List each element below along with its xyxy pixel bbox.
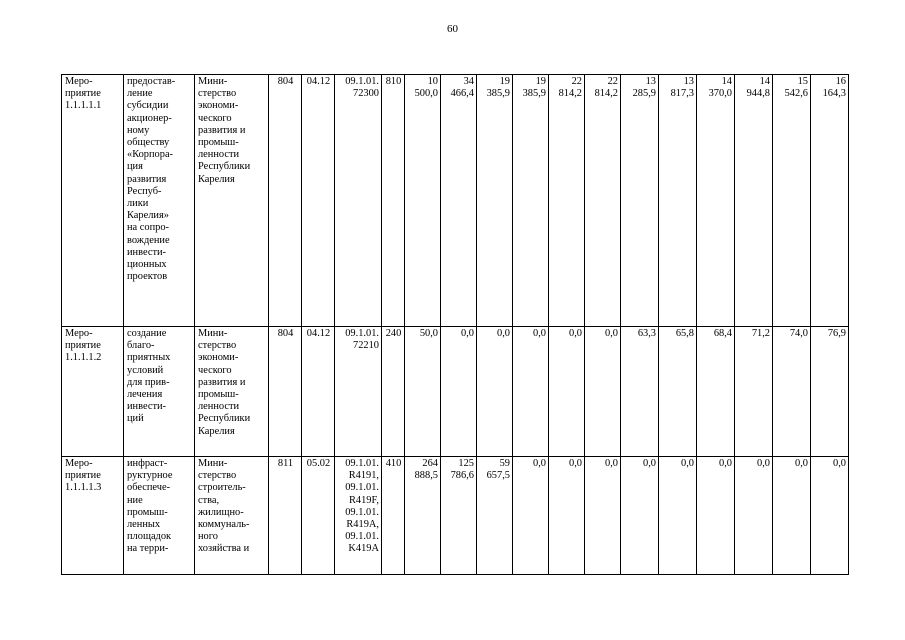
amount-cell <box>585 327 621 457</box>
amount-cell-line: 0,0 <box>461 328 474 339</box>
description-cell-line: промыш- <box>127 506 168 518</box>
amount-cell <box>697 457 735 575</box>
description-cell <box>124 327 195 457</box>
amount-cell-line: 542,6 <box>784 88 808 100</box>
description-cell-line: инфраст- <box>127 458 168 469</box>
table-row <box>62 327 849 457</box>
amount-cell-line: 0,0 <box>681 458 694 469</box>
amount-cell-line: 13 <box>645 76 656 87</box>
description-cell-line: ние <box>127 494 143 506</box>
event-cell <box>62 457 124 575</box>
executor-cell-line: жилищно- <box>198 506 244 518</box>
amount-cell-line: 59 <box>499 458 510 469</box>
amount-cell-line: 0,0 <box>533 328 546 339</box>
amount-cell-line: 0,0 <box>569 458 582 469</box>
table-row <box>62 457 849 575</box>
executor-cell-line: ного <box>198 531 218 543</box>
amount-cell-line: 0,0 <box>757 458 770 469</box>
csr-cell-line: 72300 <box>353 88 379 100</box>
csr-cell-line: K419A <box>348 543 379 555</box>
amount-cell <box>621 327 659 457</box>
executor-cell-line: Карелия <box>198 173 235 185</box>
amount-cell <box>405 75 441 327</box>
event-cell-line: Меро- <box>65 458 93 469</box>
amount-cell-line: 19 <box>499 76 510 87</box>
vr-cell-line: 810 <box>385 76 402 87</box>
executor-cell-line: хозяйства и <box>198 543 250 555</box>
amount-cell <box>477 75 513 327</box>
amount-cell-line: 370,0 <box>708 88 732 100</box>
description-cell-line: развития <box>127 173 167 185</box>
csr-cell <box>335 75 382 327</box>
amount-cell <box>621 457 659 575</box>
amount-cell-line: 0,0 <box>533 458 546 469</box>
rzpr-cell-line: 04.12 <box>306 328 331 339</box>
description-cell-line: предостав- <box>127 76 176 87</box>
amount-cell <box>773 457 811 575</box>
amount-cell-line: 466,4 <box>450 88 474 100</box>
description-cell-line: субсидии <box>127 100 169 112</box>
description-cell-line: вождение <box>127 234 170 246</box>
description-cell-line: приятных <box>127 352 171 364</box>
amount-cell-line: 0,0 <box>605 328 618 339</box>
page-number: 60 <box>447 23 458 35</box>
amount-cell-line: 0,0 <box>719 458 732 469</box>
vr-cell <box>382 75 405 327</box>
amount-cell-line: 10 <box>427 76 438 87</box>
amount-cell-line: 385,9 <box>522 88 546 100</box>
executor-cell-line: Республики <box>198 413 251 425</box>
amount-cell-line: 0,0 <box>643 458 656 469</box>
executor-cell-line: промыш- <box>198 137 239 149</box>
amount-cell-line: 50,0 <box>419 328 438 339</box>
csr-cell-line: 72210 <box>353 340 379 352</box>
amount-cell-line: 19 <box>535 76 546 87</box>
amount-cell-line: 68,4 <box>713 328 732 339</box>
executor-cell-line: стерство <box>198 340 237 352</box>
event-cell-line: Меро- <box>65 76 93 87</box>
description-cell-line: обществу <box>127 137 170 149</box>
amount-cell <box>513 327 549 457</box>
description-cell-line: ция <box>127 161 143 173</box>
amount-cell <box>513 75 549 327</box>
description-cell-line: лики <box>127 198 149 210</box>
amount-cell-line: 657,5 <box>486 470 510 482</box>
event-cell <box>62 75 124 327</box>
amount-cell <box>549 457 585 575</box>
amount-cell <box>405 457 441 575</box>
amount-cell-line: 786,6 <box>450 470 474 482</box>
description-cell-line: акционер- <box>127 112 172 124</box>
amount-cell <box>659 327 697 457</box>
amount-cell <box>513 457 549 575</box>
amount-cell-line: 63,3 <box>637 328 656 339</box>
amount-cell <box>735 75 773 327</box>
amount-cell <box>659 75 697 327</box>
executor-cell-line: ства, <box>198 494 220 506</box>
description-cell-line: на терри- <box>127 543 169 555</box>
executor-cell-line: ленности <box>198 401 240 413</box>
rzpr-cell <box>302 457 335 575</box>
executor-cell-line: ленности <box>198 149 240 161</box>
amount-cell-line: 814,2 <box>594 88 618 100</box>
description-cell <box>124 75 195 327</box>
description-cell-line: для прив- <box>127 376 170 388</box>
description-cell-line: руктурное <box>127 470 173 482</box>
amount-cell-line: 0,0 <box>569 328 582 339</box>
amount-cell <box>659 457 697 575</box>
event-cell-line: Меро- <box>65 328 93 339</box>
csr-cell-line: 09.1.01. <box>345 506 379 518</box>
description-cell-line: ционных <box>127 259 167 271</box>
amount-cell-line: 0,0 <box>605 458 618 469</box>
amount-cell-line: 944,8 <box>746 88 770 100</box>
executor-cell-line: развития и <box>198 376 246 388</box>
amount-cell-line: 74,0 <box>789 328 808 339</box>
amount-cell <box>697 75 735 327</box>
amount-cell-line: 385,9 <box>486 88 510 100</box>
amount-cell <box>549 75 585 327</box>
amount-cell-line: 14 <box>721 76 732 87</box>
executor-cell-line: промыш- <box>198 389 239 401</box>
amount-cell-line: 71,2 <box>751 328 770 339</box>
csr-cell-line: R419F, <box>348 494 379 506</box>
description-cell-line: площадок <box>127 531 172 543</box>
description-cell <box>124 457 195 575</box>
amount-cell-line: 164,3 <box>822 88 846 100</box>
grbs-cell <box>269 327 302 457</box>
executor-cell-line: стерство <box>198 88 237 100</box>
amount-cell-line: 22 <box>607 76 618 87</box>
executor-cell-line: ческого <box>198 112 232 124</box>
event-cell-line: 1.1.1.1.2 <box>65 352 102 364</box>
budget-table <box>61 74 849 575</box>
amount-cell-line: 14 <box>759 76 770 87</box>
event-cell-line: приятие <box>65 470 101 482</box>
grbs-cell-line: 804 <box>277 76 294 87</box>
amount-cell-line: 264 <box>422 458 438 469</box>
description-cell-line: ление <box>127 88 153 100</box>
amount-cell-line: 0,0 <box>795 458 808 469</box>
rzpr-cell <box>302 75 335 327</box>
amount-cell-line: 76,9 <box>827 328 846 339</box>
description-cell-line: лечения <box>127 389 163 401</box>
executor-cell-line: развития и <box>198 124 246 136</box>
vr-cell-line: 410 <box>385 458 402 469</box>
csr-cell-line: 09.1.01. <box>345 482 379 494</box>
event-cell-line: 1.1.1.1.1 <box>65 100 102 112</box>
executor-cell-line: Республики <box>198 161 251 173</box>
description-cell-line: на сопро- <box>127 222 169 234</box>
description-cell-line: условий <box>127 364 164 376</box>
csr-cell-line: R4191, <box>348 470 379 482</box>
event-cell <box>62 327 124 457</box>
amount-cell <box>585 75 621 327</box>
amount-cell <box>697 327 735 457</box>
csr-cell-line: 09.1.01. <box>345 328 379 339</box>
csr-cell-line: 09.1.01. <box>345 76 379 87</box>
amount-cell <box>811 327 849 457</box>
amount-cell <box>811 75 849 327</box>
executor-cell-line: коммуналь- <box>198 519 250 531</box>
description-cell-line: создание <box>127 328 167 339</box>
rzpr-cell <box>302 327 335 457</box>
vr-cell-line: 240 <box>385 328 402 339</box>
grbs-cell-line: 804 <box>277 328 294 339</box>
description-cell-line: Респуб- <box>127 185 162 197</box>
amount-cell <box>477 327 513 457</box>
csr-cell-line: R419A, <box>346 519 379 531</box>
executor-cell-line: экономи- <box>198 100 239 112</box>
executor-cell-line: ческого <box>198 364 232 376</box>
amount-cell <box>549 327 585 457</box>
amount-cell-line: 500,0 <box>414 88 438 100</box>
amount-cell-line: 16 <box>835 76 846 87</box>
amount-cell-line: 15 <box>797 76 808 87</box>
amount-cell <box>735 457 773 575</box>
vr-cell <box>382 327 405 457</box>
executor-cell <box>195 327 269 457</box>
description-cell-line: проектов <box>127 271 168 283</box>
amount-cell <box>477 457 513 575</box>
description-cell-line: ций <box>127 413 144 425</box>
rzpr-cell-line: 04.12 <box>306 76 331 87</box>
rzpr-cell-line: 05.02 <box>306 458 331 469</box>
amount-cell-line: 34 <box>463 76 474 87</box>
description-cell-line: инвести- <box>127 401 167 413</box>
amount-cell-line: 125 <box>458 458 474 469</box>
executor-cell <box>195 75 269 327</box>
description-cell-line: Карелия» <box>127 210 169 222</box>
table-row <box>62 75 849 327</box>
description-cell-line: «Корпора- <box>127 149 174 161</box>
amount-cell-line: 0,0 <box>497 328 510 339</box>
amount-cell <box>585 457 621 575</box>
amount-cell <box>441 457 477 575</box>
description-cell-line: обеспече- <box>127 482 171 494</box>
amount-cell-line: 0,0 <box>833 458 846 469</box>
amount-cell-line: 22 <box>571 76 582 87</box>
description-cell-line: инвести- <box>127 246 167 258</box>
amount-cell-line: 13 <box>683 76 694 87</box>
csr-cell-line: 09.1.01. <box>345 531 379 543</box>
executor-cell-line: стерство <box>198 470 237 482</box>
csr-cell <box>335 327 382 457</box>
amount-cell <box>773 75 811 327</box>
amount-cell <box>811 457 849 575</box>
description-cell-line: благо- <box>127 340 155 352</box>
executor-cell-line: экономи- <box>198 352 239 364</box>
amount-cell <box>773 327 811 457</box>
description-cell-line: ному <box>127 124 150 136</box>
amount-cell-line: 65,8 <box>675 328 694 339</box>
executor-cell <box>195 457 269 575</box>
amount-cell-line: 817,3 <box>670 88 694 100</box>
grbs-cell-line: 811 <box>277 458 294 469</box>
grbs-cell <box>269 75 302 327</box>
amount-cell <box>405 327 441 457</box>
amount-cell <box>441 327 477 457</box>
amount-cell-line: 888,5 <box>414 470 438 482</box>
executor-cell-line: Мини- <box>198 458 228 469</box>
vr-cell <box>382 457 405 575</box>
amount-cell <box>735 327 773 457</box>
event-cell-line: 1.1.1.1.3 <box>65 482 102 494</box>
csr-cell-line: 09.1.01. <box>345 458 379 469</box>
grbs-cell <box>269 457 302 575</box>
executor-cell-line: Мини- <box>198 76 228 87</box>
executor-cell-line: Мини- <box>198 328 228 339</box>
event-cell-line: приятие <box>65 340 101 352</box>
amount-cell <box>441 75 477 327</box>
amount-cell-line: 285,9 <box>632 88 656 100</box>
event-cell-line: приятие <box>65 88 101 100</box>
amount-cell <box>621 75 659 327</box>
amount-cell-line: 814,2 <box>558 88 582 100</box>
csr-cell <box>335 457 382 575</box>
description-cell-line: ленных <box>127 519 161 531</box>
executor-cell-line: Карелия <box>198 425 235 437</box>
executor-cell-line: строитель- <box>198 482 246 494</box>
